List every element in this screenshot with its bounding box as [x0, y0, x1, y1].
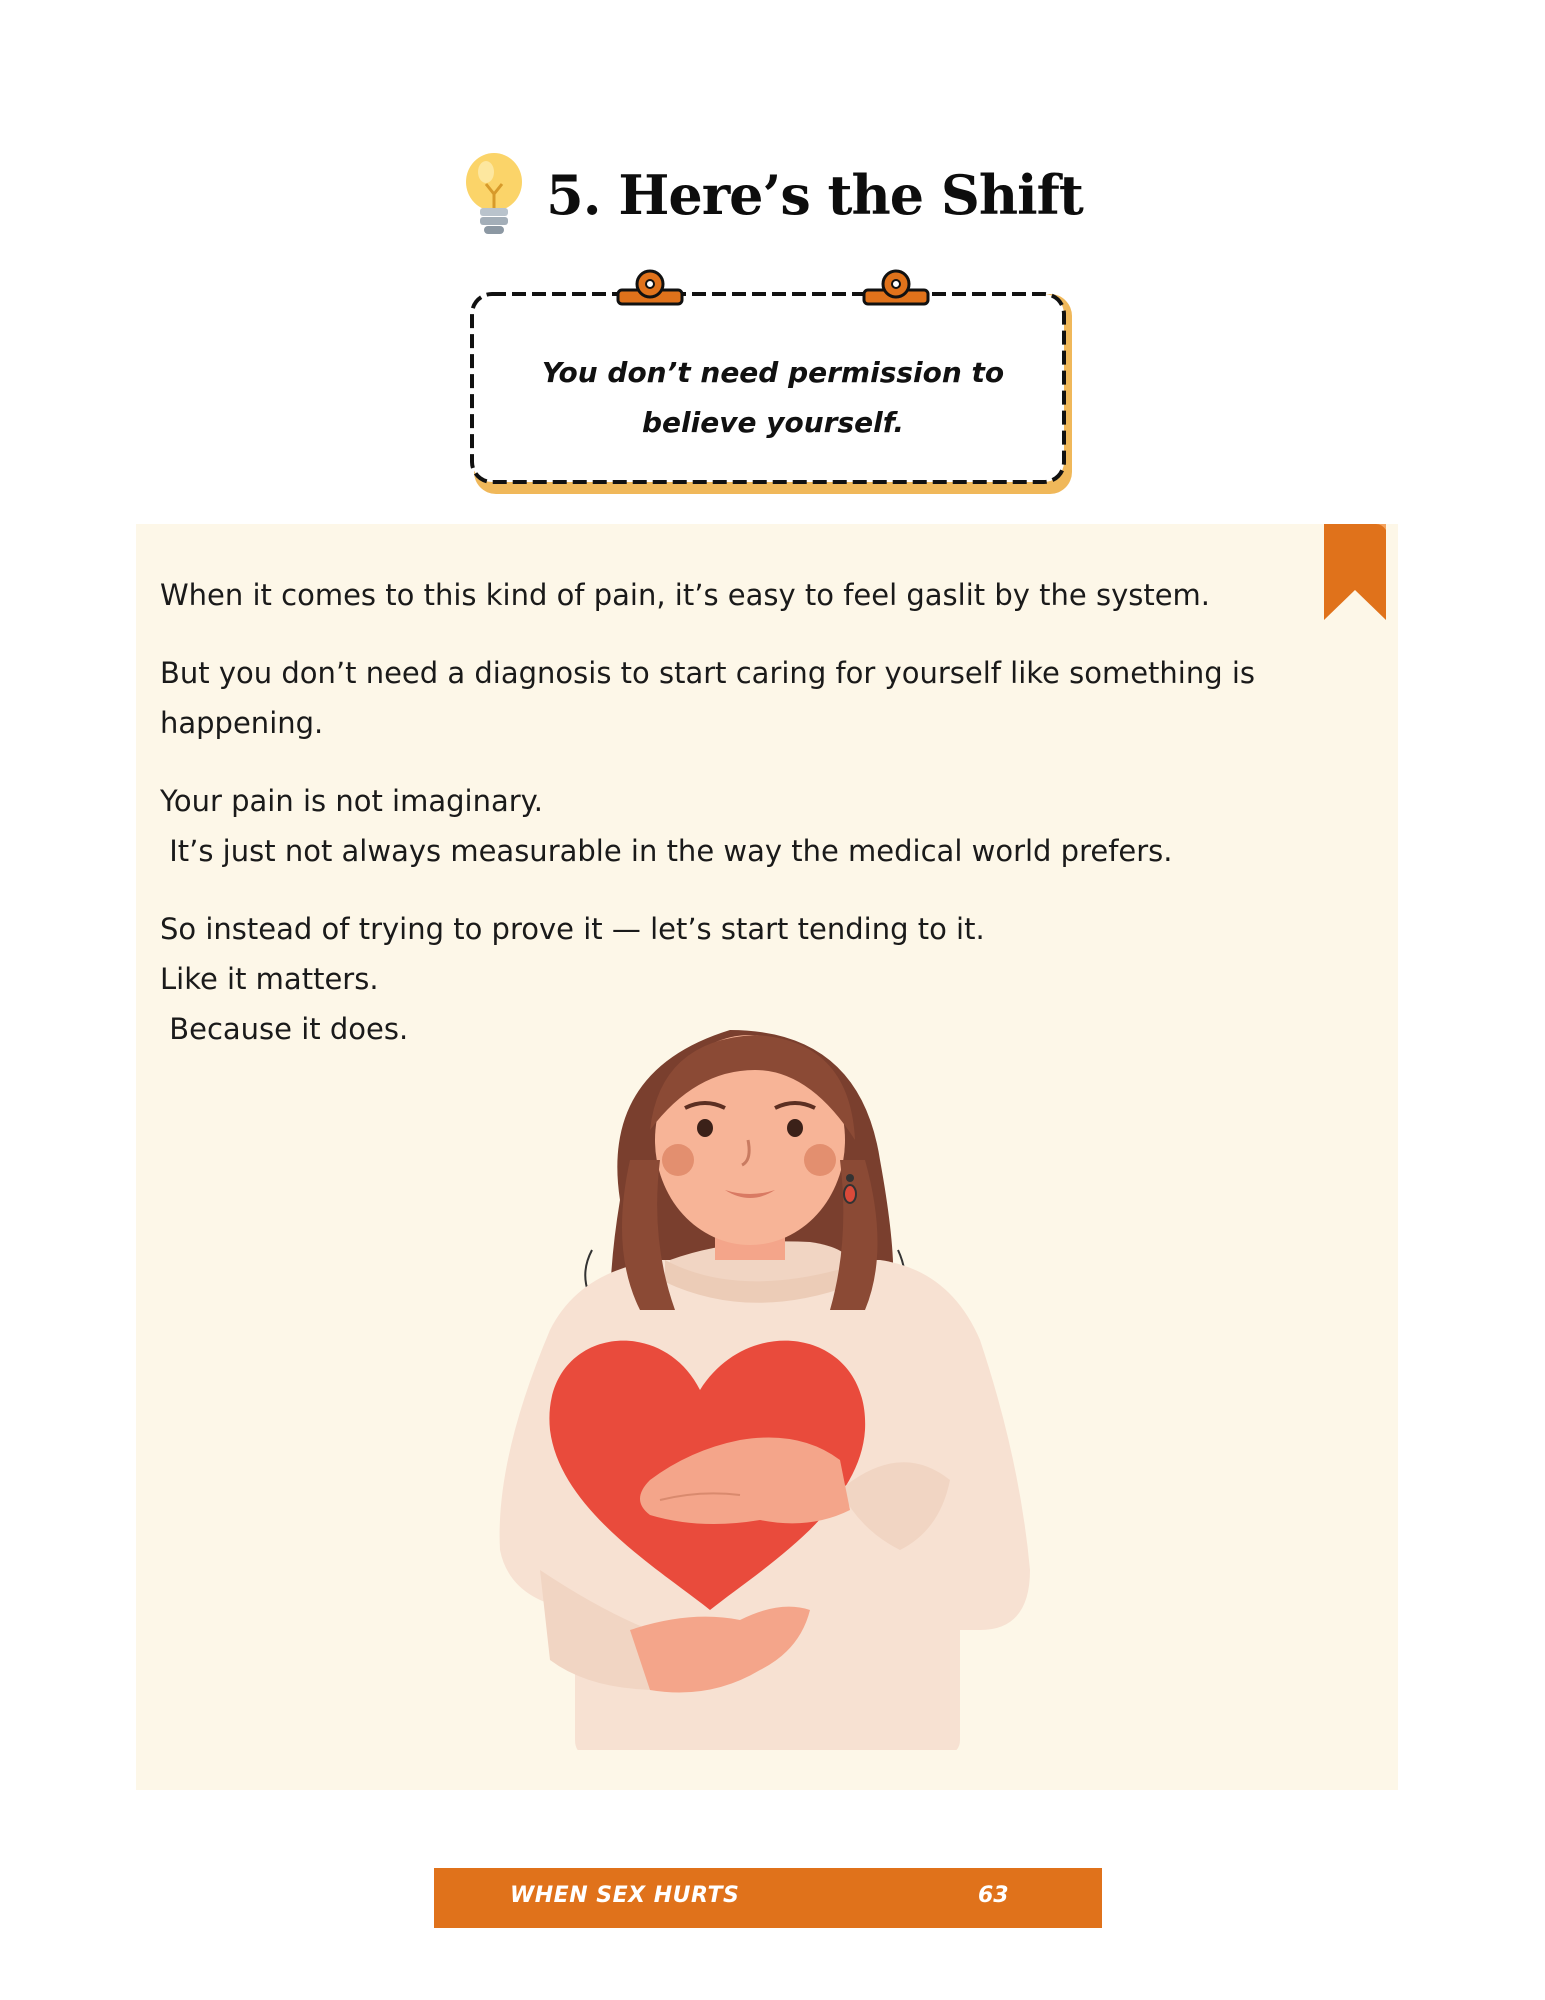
- paragraph-2: [160, 648, 1300, 748]
- paragraph-3: [160, 776, 1300, 876]
- clip-left-icon: [618, 271, 682, 304]
- quote-text: [528, 348, 1018, 448]
- quote-line-1: You don’t need permission to: [541, 356, 1005, 389]
- paragraph-2-line-1: But you don’t need a diagnosis to start caring for yourself like something is: [160, 656, 1256, 690]
- footer-title: WHEN SEX HURTS: [510, 1883, 740, 1908]
- paragraph-4-line-3: Because it does.: [160, 1012, 409, 1046]
- paragraph-2-line-2: happening.: [160, 706, 324, 740]
- page-header: [0, 140, 1545, 250]
- paragraph-1: When it comes to this kind of pain, it’s easy to feel gaslit by the system.: [160, 578, 1211, 612]
- woman-holding-heart-illustration: [480, 1010, 1060, 1750]
- quote-line-2: believe yourself.: [642, 406, 904, 439]
- bookmark-icon: [1324, 524, 1386, 620]
- paragraph-4-line-2: Like it matters.: [160, 962, 379, 996]
- clip-right-icon: [864, 271, 928, 304]
- page-title: 5. Here’s the Shift: [546, 163, 1083, 227]
- lightbulb-icon: [462, 150, 526, 240]
- paragraph-3-line-2: It’s just not always measurable in the way the medical world prefers.: [160, 834, 1173, 868]
- page-number: 63: [978, 1883, 1009, 1908]
- paragraph-3-line-1: Your pain is not imaginary.: [160, 784, 543, 818]
- page-footer: [434, 1868, 1102, 1928]
- paragraph-4-line-1: So instead of trying to prove it — let’s start tending to it.: [160, 912, 985, 946]
- quote-note: [468, 268, 1078, 498]
